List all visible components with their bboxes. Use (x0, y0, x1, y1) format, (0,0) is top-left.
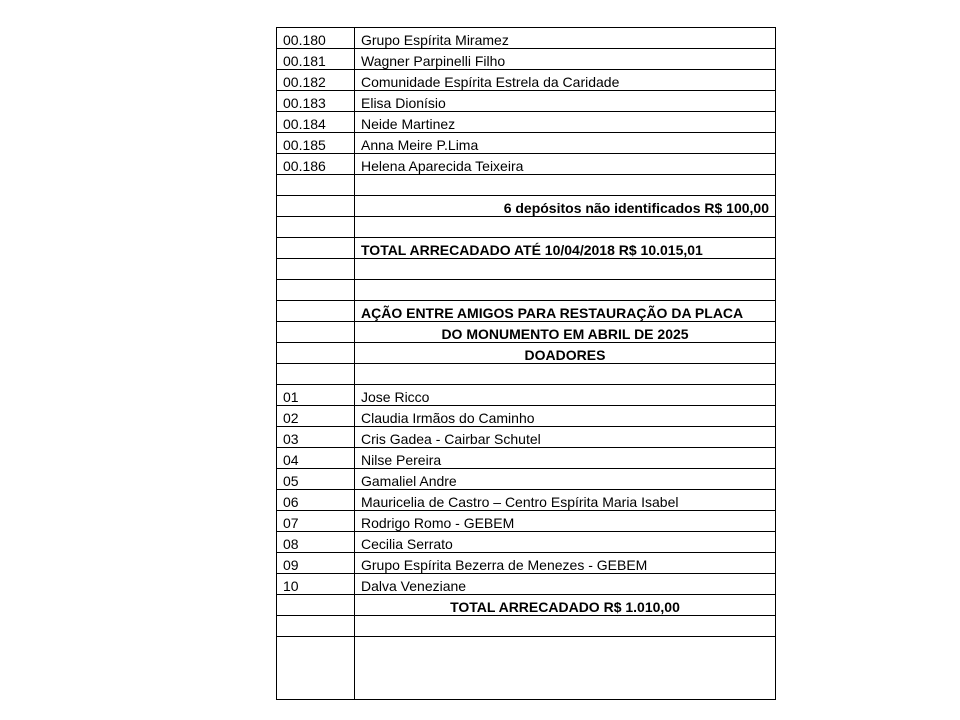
empty-cell (277, 217, 355, 238)
empty-cell (277, 343, 355, 364)
table-row (277, 196, 776, 217)
empty-cell (277, 259, 355, 280)
empty-cell (355, 637, 776, 700)
empty-row (277, 259, 776, 280)
donor-name: Dalva Veneziane (355, 574, 776, 595)
entry-code: 00.183 (277, 91, 355, 112)
entry-code: 00.181 (277, 49, 355, 70)
table-row (277, 469, 776, 490)
table-row (277, 49, 776, 70)
empty-cell (355, 616, 776, 637)
donor-name: Claudia Irmãos do Caminho (355, 406, 776, 427)
table-row (277, 427, 776, 448)
empty-cell (355, 364, 776, 385)
entry-name: Elisa Dionísio (355, 91, 776, 112)
entry-name: Comunidade Espírita Estrela da Caridade (355, 70, 776, 91)
table-row (277, 490, 776, 511)
total-until-date: TOTAL ARRECADADO ATÉ 10/04/2018 R$ 10.015,01 (355, 238, 776, 259)
donor-code: 03 (277, 427, 355, 448)
table-row (277, 322, 776, 343)
empty-row (277, 637, 776, 700)
donor-code: 02 (277, 406, 355, 427)
donor-name: Nilse Pereira (355, 448, 776, 469)
entry-name: Neide Martinez (355, 112, 776, 133)
table-row (277, 343, 776, 364)
donor-code: 07 (277, 511, 355, 532)
campaign-title-line2: DO MONUMENTO EM ABRIL DE 2025 (355, 322, 776, 343)
table-row (277, 28, 776, 49)
donations-table (276, 27, 776, 700)
table-row (277, 385, 776, 406)
donor-code: 08 (277, 532, 355, 553)
empty-row (277, 364, 776, 385)
table-row (277, 112, 776, 133)
empty-cell (277, 595, 355, 616)
empty-row (277, 280, 776, 301)
empty-cell (277, 364, 355, 385)
empty-row (277, 175, 776, 196)
table-row (277, 301, 776, 322)
entry-name: Wagner Parpinelli Filho (355, 49, 776, 70)
empty-row (277, 616, 776, 637)
donor-name: Rodrigo Romo - GEBEM (355, 511, 776, 532)
table-row (277, 154, 776, 175)
empty-cell (277, 238, 355, 259)
empty-cell (277, 301, 355, 322)
empty-row (277, 217, 776, 238)
donor-name: Jose Ricco (355, 385, 776, 406)
empty-cell (355, 259, 776, 280)
empty-cell (277, 616, 355, 637)
donor-name: Gamaliel Andre (355, 469, 776, 490)
entry-code: 00.186 (277, 154, 355, 175)
entry-code: 00.185 (277, 133, 355, 154)
table-row (277, 511, 776, 532)
donor-code: 10 (277, 574, 355, 595)
table-row (277, 574, 776, 595)
entry-name: Helena Aparecida Teixeira (355, 154, 776, 175)
donors-heading: DOADORES (355, 343, 776, 364)
table-row (277, 595, 776, 616)
donor-name: Grupo Espírita Bezerra de Menezes - GEBEM (355, 553, 776, 574)
entry-code: 00.182 (277, 70, 355, 91)
empty-cell (277, 196, 355, 217)
table-row (277, 448, 776, 469)
donor-code: 06 (277, 490, 355, 511)
empty-cell (277, 280, 355, 301)
entry-code: 00.180 (277, 28, 355, 49)
donor-name: Cecilia Serrato (355, 532, 776, 553)
table-row (277, 553, 776, 574)
campaign-title-line1: AÇÃO ENTRE AMIGOS PARA RESTAURAÇÃO DA PLACA (355, 301, 776, 322)
empty-cell (277, 637, 355, 700)
empty-cell (355, 217, 776, 238)
table-row (277, 532, 776, 553)
donor-code: 01 (277, 385, 355, 406)
empty-cell (355, 280, 776, 301)
table-row (277, 70, 776, 91)
table-row (277, 133, 776, 154)
unidentified-deposits: 6 depósitos não identificados R$ 100,00 (355, 196, 776, 217)
entry-code: 00.184 (277, 112, 355, 133)
empty-cell (277, 175, 355, 196)
entry-name: Grupo Espírita Miramez (355, 28, 776, 49)
empty-cell (355, 175, 776, 196)
entry-name: Anna Meire P.Lima (355, 133, 776, 154)
table-row (277, 406, 776, 427)
donor-name: Cris Gadea - Cairbar Schutel (355, 427, 776, 448)
donor-code: 09 (277, 553, 355, 574)
table-row (277, 91, 776, 112)
campaign-total: TOTAL ARRECADADO R$ 1.010,00 (355, 595, 776, 616)
donor-code: 04 (277, 448, 355, 469)
empty-cell (277, 322, 355, 343)
donor-name: Mauricelia de Castro – Centro Espírita Maria Isabel (355, 490, 776, 511)
donor-code: 05 (277, 469, 355, 490)
table-row (277, 238, 776, 259)
